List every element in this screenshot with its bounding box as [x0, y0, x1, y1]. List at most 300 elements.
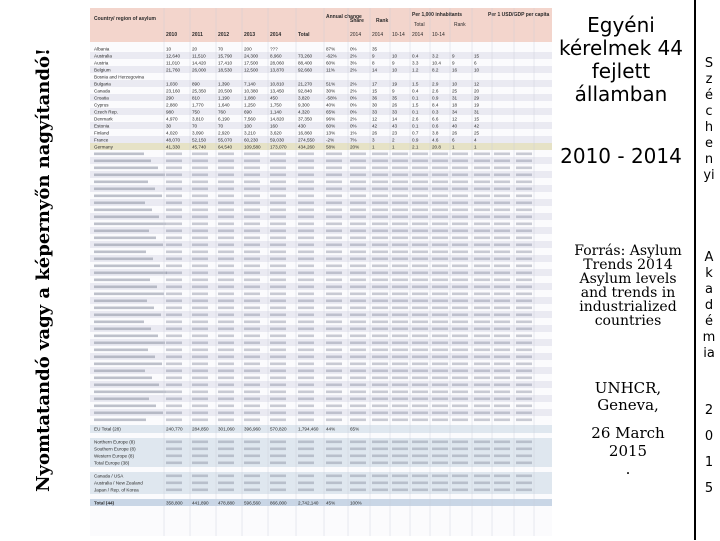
table-cell: 3,090 — [192, 130, 204, 136]
table-cell-placeholder — [218, 300, 234, 303]
table-cell-placeholder — [372, 489, 388, 492]
table-cell-placeholder — [166, 391, 182, 394]
table-region-label: EU Total (28) — [94, 426, 121, 432]
table-cell-placeholder — [494, 188, 510, 191]
vertical-letter: ia — [703, 346, 715, 361]
table-cell-placeholder — [372, 272, 388, 275]
table-cell-placeholder — [372, 300, 388, 303]
vertical-letter: d — [704, 298, 714, 313]
table-cell-placeholder — [298, 321, 314, 324]
table-cell: 30 — [166, 123, 172, 129]
table-cell-placeholder — [244, 286, 260, 289]
table-cell-placeholder — [192, 391, 208, 394]
table-cell-placeholder — [166, 405, 182, 408]
table-cell: 3,210 — [244, 130, 256, 136]
table-cell-placeholder — [192, 412, 208, 415]
table-cell-placeholder — [350, 328, 366, 331]
table-cell-placeholder — [166, 223, 182, 226]
table-cell-placeholder — [192, 258, 208, 261]
table-cell: 12,500 — [244, 67, 259, 73]
table-cell: 14,420 — [192, 60, 207, 66]
table-cell-placeholder — [218, 335, 234, 338]
table-cell-placeholder — [244, 230, 260, 233]
table-cell-placeholder — [452, 216, 468, 219]
table-cell-placeholder — [432, 181, 448, 184]
table-cell-placeholder — [350, 384, 366, 387]
table-cell-placeholder — [298, 356, 314, 359]
table-cell-placeholder — [244, 384, 260, 387]
table-cell-placeholder — [192, 300, 208, 303]
table-cell-placeholder — [494, 314, 510, 317]
table-cell: 45,740 — [192, 144, 207, 150]
table-cell-placeholder — [270, 188, 286, 191]
table-cell-placeholder — [218, 370, 234, 373]
table-cell-placeholder — [372, 307, 388, 310]
table-row-country-placeholder — [94, 188, 155, 191]
table-cell-placeholder — [192, 209, 208, 212]
table-cell-placeholder — [270, 455, 286, 458]
table-cell-placeholder — [350, 489, 366, 492]
table-cell-placeholder — [218, 328, 234, 331]
table-cell-placeholder — [494, 384, 510, 387]
table-cell: 31 — [474, 109, 480, 115]
table-cell-placeholder — [270, 419, 286, 422]
table-cell: 12,640 — [166, 53, 181, 59]
table-cell: 7,560 — [244, 116, 256, 122]
table-cell-placeholder — [326, 258, 342, 261]
table-cell-placeholder — [516, 202, 532, 205]
table-cell-placeholder — [516, 335, 532, 338]
table-cell-placeholder — [298, 441, 314, 444]
table-cell-placeholder — [244, 342, 260, 345]
table-cell-placeholder — [244, 188, 260, 191]
table-cell-placeholder — [432, 258, 448, 261]
table-cell: 64,540 — [218, 144, 233, 150]
table-cell-placeholder — [474, 174, 490, 177]
table-row-country-placeholder — [94, 321, 144, 324]
table-row-country-placeholder — [94, 272, 167, 275]
table-cell: 14 — [372, 67, 378, 73]
table-cell-placeholder — [372, 251, 388, 254]
table-cell-placeholder — [298, 188, 314, 191]
table-cell: 23 — [392, 130, 398, 136]
table-cell-placeholder — [326, 475, 342, 478]
table-cell-placeholder — [516, 321, 532, 324]
table-cell: 1,750 — [270, 102, 282, 108]
table-cell-placeholder — [452, 230, 468, 233]
table-cell-placeholder — [432, 160, 448, 163]
table-cell-placeholder — [218, 167, 234, 170]
table-cell-placeholder — [270, 265, 286, 268]
table-cell-placeholder — [350, 202, 366, 205]
table-cell-placeholder — [412, 384, 428, 387]
table-cell-placeholder — [350, 286, 366, 289]
table-cell-placeholder — [372, 482, 388, 485]
table-cell: 0.3 — [432, 109, 439, 115]
table-cell-placeholder — [350, 314, 366, 317]
table-cell-placeholder — [392, 300, 408, 303]
table-cell: 15,790 — [218, 53, 233, 59]
table-cell: 33 — [392, 109, 398, 115]
table-cell-placeholder — [350, 377, 366, 380]
table-cell: 2% — [350, 53, 357, 59]
table-cell-placeholder — [218, 462, 234, 465]
table-cell-placeholder — [392, 412, 408, 415]
table-cell: 88,400 — [298, 60, 313, 66]
table-cell-placeholder — [372, 265, 388, 268]
table-cell-placeholder — [494, 167, 510, 170]
table-cell: 290 — [166, 95, 174, 101]
table-row-country: Albania — [94, 46, 110, 52]
table-row-country: Estonia — [94, 123, 110, 129]
print-or-zoom-note-text: Nyomtatandó vagy a képernyőn nagyítandó! — [33, 48, 54, 492]
table-cell-placeholder — [474, 167, 490, 170]
table-cell-placeholder — [192, 202, 208, 205]
table-cell: 284,850 — [192, 426, 209, 432]
table-cell-placeholder — [432, 441, 448, 444]
table-row-highlight — [90, 143, 552, 150]
table-cell-placeholder — [516, 230, 532, 233]
table-cell-placeholder — [298, 293, 314, 296]
table-cell-placeholder — [326, 448, 342, 451]
table-cell-placeholder — [494, 272, 510, 275]
table-cell-placeholder — [244, 391, 260, 394]
table-cell-placeholder — [218, 342, 234, 345]
table-cell-placeholder — [166, 377, 182, 380]
table-cell: 16,860 — [298, 130, 313, 136]
table-cell-placeholder — [326, 188, 342, 191]
table-cell-placeholder — [350, 223, 366, 226]
table-cell-placeholder — [432, 300, 448, 303]
table-cell: 358,800 — [166, 500, 183, 506]
table-cell-placeholder — [192, 160, 208, 163]
table-cell-placeholder — [270, 300, 286, 303]
table-cell: 0.4 — [412, 88, 419, 94]
table-cell-placeholder — [452, 314, 468, 317]
table-cell: 2,920 — [218, 130, 230, 136]
table-cell-placeholder — [494, 195, 510, 198]
table-cell: 274,550 — [298, 137, 315, 143]
table-cell-placeholder — [270, 167, 286, 170]
table-row-country: Croatia — [94, 95, 109, 101]
table-cell: -2% — [326, 137, 335, 143]
table-cell-placeholder — [412, 202, 428, 205]
table-cell-placeholder — [452, 272, 468, 275]
table-cell-placeholder — [432, 328, 448, 331]
table-cell-placeholder — [192, 462, 208, 465]
table-cell-placeholder — [166, 441, 182, 444]
table-cell-placeholder — [452, 489, 468, 492]
table-cell-placeholder — [244, 370, 260, 373]
table-cell-placeholder — [412, 370, 428, 373]
table-cell-placeholder — [270, 174, 286, 177]
table-cell-placeholder — [432, 237, 448, 240]
table-row-country-placeholder — [94, 230, 149, 233]
table-cell-placeholder — [372, 363, 388, 366]
table-cell-placeholder — [412, 300, 428, 303]
table-cell: 24,300 — [244, 53, 259, 59]
table-cell-placeholder — [474, 475, 490, 478]
table-cell-placeholder — [432, 384, 448, 387]
table-cell: 19 — [392, 81, 398, 87]
table-cell-placeholder — [412, 363, 428, 366]
table-cell-placeholder — [166, 230, 182, 233]
table-cell: 1,030 — [166, 81, 178, 87]
table-cell: 26 — [392, 102, 398, 108]
table-cell: 51% — [326, 81, 336, 87]
table-cell-placeholder — [372, 216, 388, 219]
table-cell-placeholder — [192, 475, 208, 478]
table-row-country-placeholder — [94, 363, 162, 366]
table-cell-placeholder — [166, 265, 182, 268]
table-cell-placeholder — [494, 209, 510, 212]
table-cell-placeholder — [350, 455, 366, 458]
table-cell-placeholder — [166, 455, 182, 458]
table-cell-placeholder — [452, 370, 468, 373]
table-cell-placeholder — [474, 300, 490, 303]
table-cell: 20% — [350, 144, 360, 150]
table-region-label: Canada / USA — [94, 473, 124, 479]
table-cell-placeholder — [298, 349, 314, 352]
table-cell-placeholder — [270, 181, 286, 184]
header-per-1000-rank: Rank — [454, 22, 466, 28]
table-cell-placeholder — [412, 342, 428, 345]
table-cell: 1,794,460 — [298, 426, 319, 432]
table-cell-placeholder — [166, 398, 182, 401]
table-row-country-placeholder — [94, 167, 158, 170]
table-cell: 0.9 — [412, 137, 419, 143]
table-row-country-placeholder — [94, 314, 161, 317]
table-cell: 570,820 — [270, 426, 287, 432]
table-cell-placeholder — [494, 391, 510, 394]
trailing-dot: . — [625, 460, 631, 478]
table-cell-placeholder — [392, 455, 408, 458]
table-cell-placeholder — [326, 195, 342, 198]
table-cell-placeholder — [372, 244, 388, 247]
table-cell-placeholder — [298, 223, 314, 226]
table-cell-placeholder — [494, 405, 510, 408]
table-cell: 11,510 — [192, 53, 206, 59]
table-cell-placeholder — [494, 482, 510, 485]
table-cell-placeholder — [494, 363, 510, 366]
table-cell: 42 — [372, 123, 378, 129]
table-cell-placeholder — [516, 251, 532, 254]
table-cell-placeholder — [218, 174, 234, 177]
table-region-label: Western Europe (8) — [94, 453, 135, 459]
table-cell-placeholder — [452, 160, 468, 163]
table-cell-placeholder — [192, 244, 208, 247]
table-cell-placeholder — [192, 363, 208, 366]
table-cell-placeholder — [516, 188, 532, 191]
table-cell: 0% — [350, 102, 357, 108]
table-cell-placeholder — [166, 363, 182, 366]
table-cell-placeholder — [452, 356, 468, 359]
table-cell-placeholder — [218, 230, 234, 233]
table-cell-placeholder — [516, 174, 532, 177]
table-cell-placeholder — [166, 475, 182, 478]
table-cell-placeholder — [350, 209, 366, 212]
table-cell: 240,770 — [166, 426, 183, 432]
table-cell-placeholder — [516, 286, 532, 289]
table-cell: 2.1 — [412, 144, 419, 150]
table-cell-placeholder — [372, 230, 388, 233]
table-cell-placeholder — [432, 202, 448, 205]
table-cell-placeholder — [270, 328, 286, 331]
table-cell-placeholder — [474, 405, 490, 408]
table-cell: 980 — [166, 109, 174, 115]
table-cell-placeholder — [244, 349, 260, 352]
table-cell-placeholder — [244, 202, 260, 205]
table-cell-placeholder — [392, 230, 408, 233]
table-cell-placeholder — [326, 307, 342, 310]
table-cell-placeholder — [372, 314, 388, 317]
table-cell-placeholder — [432, 419, 448, 422]
table-cell-placeholder — [392, 314, 408, 317]
table-cell-placeholder — [350, 405, 366, 408]
table-region-label: Southern Europe (8) — [94, 446, 136, 452]
table-cell-placeholder — [218, 314, 234, 317]
table-cell-placeholder — [244, 293, 260, 296]
table-cell: 9 — [452, 60, 455, 66]
table-cell: 6.6 — [432, 116, 439, 122]
table-cell-placeholder — [392, 391, 408, 394]
table-row-country-placeholder — [94, 398, 149, 401]
table-cell-placeholder — [412, 258, 428, 261]
table-cell-placeholder — [494, 153, 510, 156]
table-cell-placeholder — [350, 335, 366, 338]
table-cell: 20 — [192, 46, 198, 52]
header-per-1000-total: Total — [414, 22, 425, 28]
table-cell-placeholder — [244, 195, 260, 198]
table-row-band — [90, 136, 552, 143]
table-region-label: Northern Europe (8) — [94, 439, 135, 445]
table-cell: 16 — [452, 67, 458, 73]
table-cell-placeholder — [412, 265, 428, 268]
table-cell-placeholder — [474, 195, 490, 198]
table-cell-placeholder — [452, 209, 468, 212]
table-cell: 35 — [392, 95, 398, 101]
header-per-1000-year: 2014 — [412, 32, 424, 38]
table-cell-placeholder — [326, 384, 342, 387]
table-cell: 44% — [326, 426, 336, 432]
table-cell-placeholder — [244, 405, 260, 408]
table-cell-placeholder — [350, 391, 366, 394]
table-cell-placeholder — [432, 223, 448, 226]
table-cell-placeholder — [350, 419, 366, 422]
table-cell-placeholder — [298, 209, 314, 212]
table-row-country-placeholder — [94, 223, 166, 226]
table-cell: 3% — [350, 60, 357, 66]
table-cell-placeholder — [474, 462, 490, 465]
table-cell-placeholder — [298, 455, 314, 458]
table-cell: 173,070 — [270, 144, 287, 150]
table-cell: 30 — [372, 102, 378, 108]
table-cell: 23,160 — [166, 88, 181, 94]
table-cell-placeholder — [452, 377, 468, 380]
table-cell-placeholder — [392, 188, 408, 191]
table-row-country: Finland — [94, 130, 110, 136]
table-cell: 34 — [452, 109, 458, 115]
table-cell: 13,870 — [270, 67, 285, 73]
table-cell-placeholder — [218, 307, 234, 310]
table-cell-placeholder — [270, 307, 286, 310]
table-cell: 0.4 — [412, 53, 419, 59]
table-row-country-placeholder — [94, 307, 154, 310]
table-cell-placeholder — [392, 363, 408, 366]
table-cell-placeholder — [516, 181, 532, 184]
table-cell-placeholder — [516, 356, 532, 359]
table-cell-placeholder — [432, 307, 448, 310]
table-cell-placeholder — [372, 441, 388, 444]
table-cell-placeholder — [192, 237, 208, 240]
table-cell-placeholder — [326, 391, 342, 394]
table-cell: 890 — [192, 81, 200, 87]
table-cell-placeholder — [166, 314, 182, 317]
table-cell-placeholder — [432, 272, 448, 275]
table-cell-placeholder — [298, 181, 314, 184]
table-cell-placeholder — [474, 489, 490, 492]
table-cell-placeholder — [432, 342, 448, 345]
table-cell-placeholder — [412, 160, 428, 163]
table-cell-placeholder — [392, 237, 408, 240]
table-cell-placeholder — [166, 258, 182, 261]
table-cell: 17,410 — [218, 60, 233, 66]
table-cell-placeholder — [270, 462, 286, 465]
table-cell-placeholder — [192, 349, 208, 352]
table-cell-placeholder — [326, 342, 342, 345]
vertical-letter: é — [705, 88, 713, 103]
table-cell-placeholder — [218, 321, 234, 324]
table-cell: 100% — [350, 500, 362, 506]
table-cell-placeholder — [392, 342, 408, 345]
table-row-country-placeholder — [94, 377, 152, 380]
header-year: 2010 — [166, 32, 178, 38]
table-cell: 43 — [392, 123, 398, 129]
table-cell: 8,960 — [270, 53, 282, 59]
table-cell-placeholder — [192, 398, 208, 401]
table-cell-placeholder — [270, 279, 286, 282]
table-cell-placeholder — [412, 475, 428, 478]
table-cell-placeholder — [516, 223, 532, 226]
table-cell-placeholder — [298, 251, 314, 254]
table-cell: 19 — [474, 102, 480, 108]
table-cell: 40% — [326, 102, 336, 108]
table-cell-placeholder — [298, 405, 314, 408]
header-year: 2013 — [244, 32, 256, 38]
table-cell-placeholder — [166, 174, 182, 177]
table-cell-placeholder — [244, 377, 260, 380]
table-cell-placeholder — [244, 237, 260, 240]
table-cell: 70 — [218, 46, 224, 52]
table-cell-placeholder — [218, 153, 234, 156]
table-cell-placeholder — [432, 455, 448, 458]
table-cell-placeholder — [192, 195, 208, 198]
table-cell-placeholder — [494, 293, 510, 296]
table-cell-placeholder — [392, 489, 408, 492]
table-cell-placeholder — [270, 209, 286, 212]
table-cell-placeholder — [244, 475, 260, 478]
table-cell-placeholder — [244, 482, 260, 485]
table-cell: 17,500 — [244, 60, 259, 66]
table-cell-placeholder — [494, 489, 510, 492]
table-cell-placeholder — [372, 181, 388, 184]
table-cell-placeholder — [192, 419, 208, 422]
table-cell-placeholder — [298, 398, 314, 401]
table-cell: 10 — [452, 81, 458, 87]
table-cell-placeholder — [298, 370, 314, 373]
table-cell-placeholder — [452, 244, 468, 247]
table-row-band — [90, 52, 552, 59]
